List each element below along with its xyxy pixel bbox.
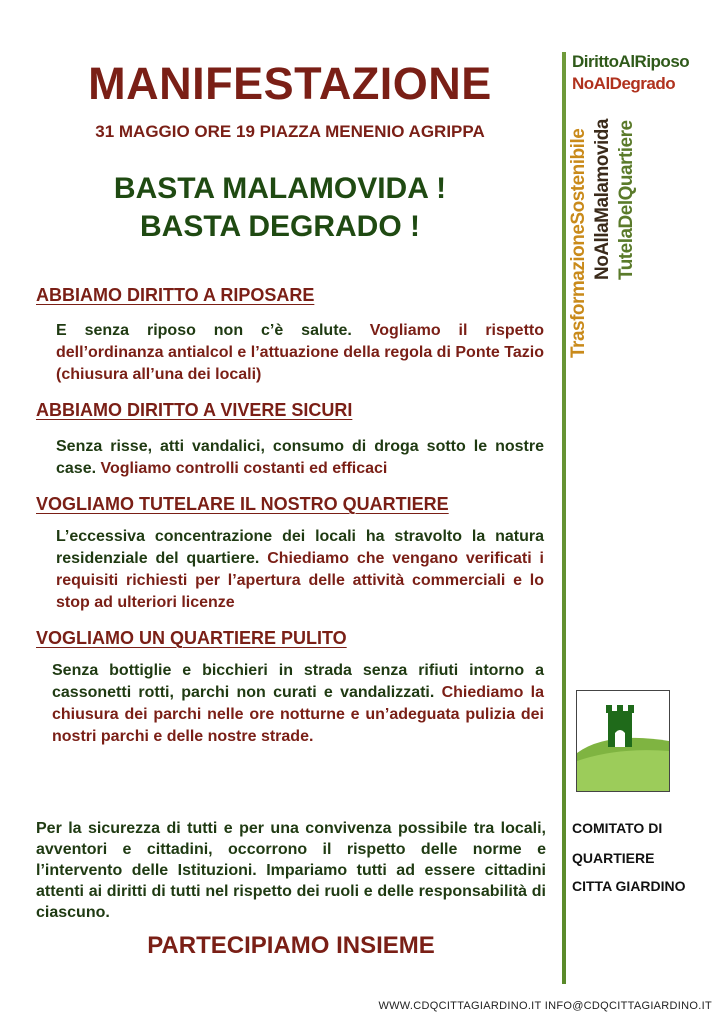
- section-text-riposo: [56, 320, 544, 386]
- hashtag-text: NoAlDegrado: [572, 74, 676, 93]
- final-call: PARTECIPIAMO INSIEME: [147, 932, 435, 959]
- poster-title: MANIFESTAZIONE: [88, 58, 492, 109]
- slogan-line-1: BASTA MALAMOVIDA !: [113, 172, 447, 205]
- hashtag-text: TrasformazioneSostenibile: [568, 128, 589, 358]
- castle-tower-hill-icon: [577, 691, 669, 791]
- hashtag-no-al-degrado: [572, 74, 675, 94]
- section-text-tutelare: [56, 526, 544, 614]
- section-heading-riposo: ABBIAMO DIRITTO A RIPOSARE: [36, 285, 315, 305]
- committee-logo: [576, 690, 670, 792]
- hashtag-text: NoAllaMalamovida: [592, 119, 613, 280]
- hashtag-trasformazione-sostenibile: [568, 96, 590, 358]
- slogan-line-2: BASTA DEGRADO !: [140, 210, 420, 243]
- section-text-red: Chiediamo che vengano verificati i requisiti richiesti per l’apertura delle attività commerciali e lo stop ad ulteriori licenze: [56, 550, 544, 611]
- section-text-sicuri: [56, 436, 544, 480]
- closing-paragraph: Per la sicurezza di tutti e per una convivenza possibile tra locali, avventori e cittadini, occorrono il rispetto delle norme e l’intervento delle Istituzioni. Impariamo tutti ad essere cittadini attenti ai diritti di tutti nel rispetto dei ruoli e delle responsabilità di ciascuno.: [36, 820, 546, 921]
- sidebar-divider: [562, 52, 566, 984]
- section-text-green: E senza riposo non c’è salute.: [56, 322, 352, 339]
- section-text-red: Vogliamo il rispetto dell’ordinanza antialcol e l’attuazione della regola di Ponte Tazio (chiusura all’una dei locali): [56, 322, 545, 383]
- hashtag-no-alla-malamovida: [592, 96, 614, 280]
- committee-name-line-2: QUARTIERE: [572, 850, 655, 866]
- section-text-green: L’eccessiva concentrazione dei locali ha stravolto la natura residenziale del quartiere.: [56, 528, 544, 567]
- section-text-red: Chiediamo la chiusura dei parchi nelle ore notturne e un’adeguata pulizia dei nostri parchi e delle nostre strade.: [52, 684, 544, 745]
- section-text-red: Vogliamo controlli costanti ed efficaci: [96, 460, 388, 477]
- section-heading-sicuri: ABBIAMO DIRITTO A VIVERE SICURI: [36, 400, 353, 420]
- section-heading-pulito: VOGLIAMO UN QUARTIERE PULITO: [36, 628, 347, 648]
- section-heading-tutelare: VOGLIAMO TUTELARE IL NOSTRO QUARTIERE: [36, 494, 449, 514]
- section-text-pulito: [52, 660, 544, 748]
- hashtag-text: DirittoAlRiposo: [572, 52, 690, 71]
- section-text-green: Senza risse, atti vandalici, consumo di droga sotto le nostre case.: [56, 438, 544, 477]
- footer-contacts: WWW.CDQCITTAGIARDINO.IT INFO@CDQCITTAGIARDINO.IT: [378, 1000, 712, 1012]
- hashtag-text: TutelaDelQuartiere: [616, 120, 637, 280]
- section-text-green: Senza bottiglie e bicchieri in strada senza rifiuti intorno a cassonetti rotti, parchi non curati e vandalizzati.: [52, 662, 544, 701]
- event-date-location: 31 MAGGIO ORE 19 PIAZZA MENENIO AGRIPPA: [95, 122, 485, 141]
- committee-name-line-3: CITTA GIARDINO: [572, 878, 686, 894]
- committee-name-line-1: COMITATO DI: [572, 820, 663, 836]
- hashtag-tutela-del-quartiere: [616, 96, 638, 280]
- hashtag-diritto-al-riposo: [572, 52, 689, 72]
